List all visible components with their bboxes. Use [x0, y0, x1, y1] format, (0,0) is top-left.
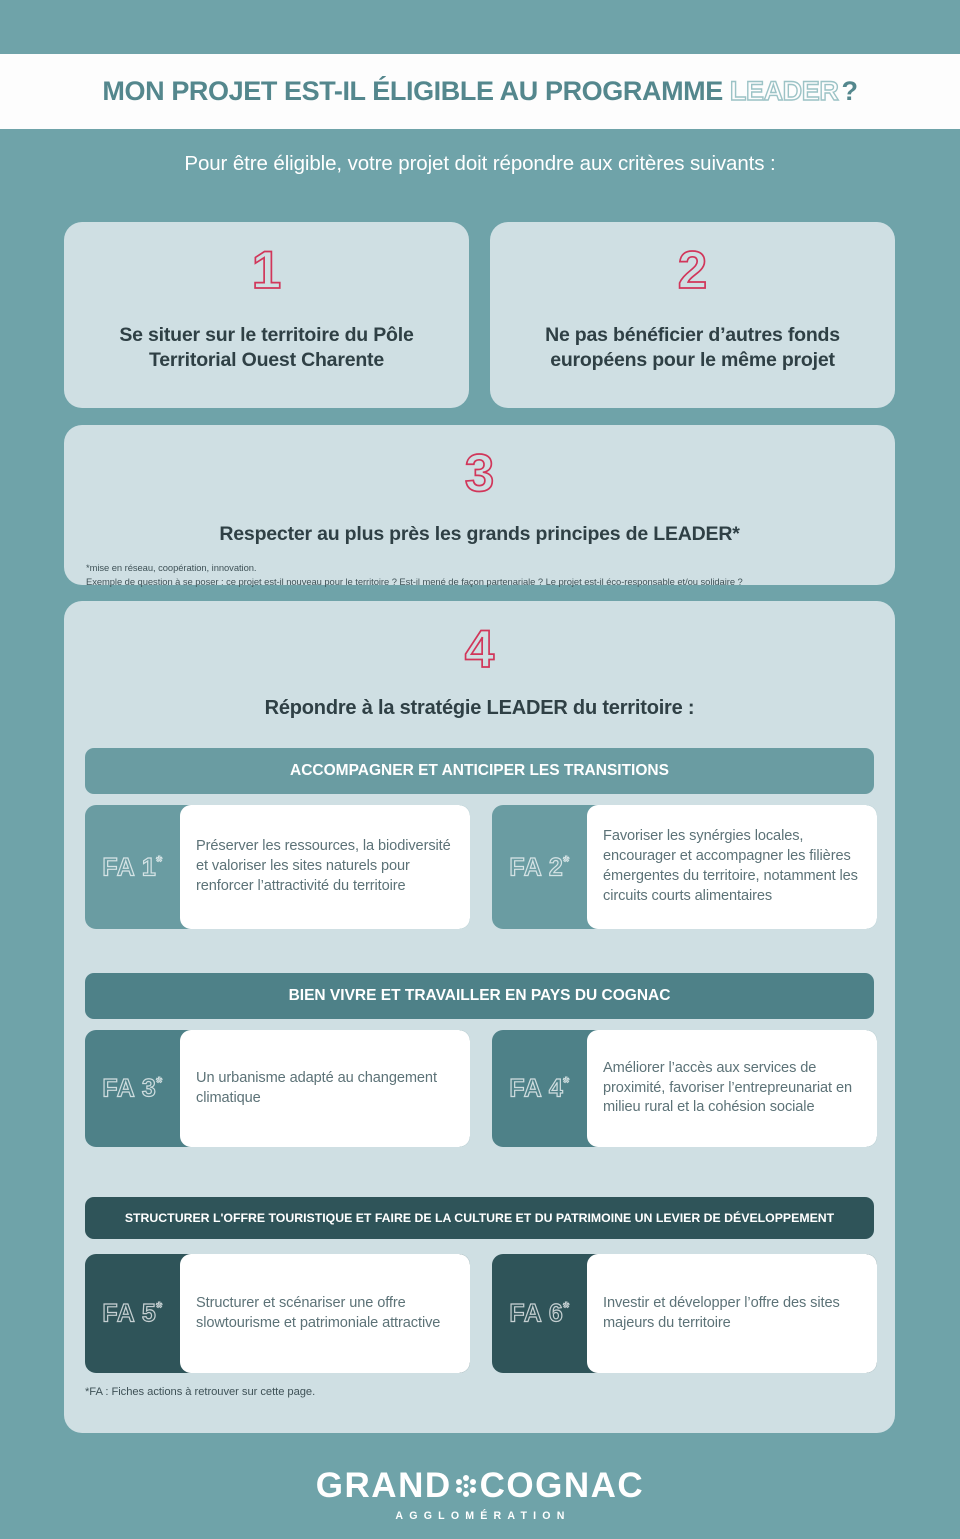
criterion-card-2 [490, 222, 895, 408]
action-sheet-fa3[interactable] [85, 1030, 470, 1147]
action-sheet-fa1-body [180, 805, 470, 929]
action-sheet-fa2-body [587, 805, 877, 929]
strategy-axis-header-2: BIEN VIVRE ET TRAVAILLER EN PAYS DU COGNAC [85, 973, 874, 1019]
criterion-number-4: 4 [464, 620, 495, 679]
action-sheet-fa6[interactable] [492, 1254, 877, 1373]
action-sheet-fa4-label [492, 1030, 587, 1147]
action-sheet-fa3-text: Un urbanisme adapté au changement climatique [196, 1069, 437, 1106]
action-sheets-footnote[interactable]: *FA : Fiches actions à retrouver sur cette page. [85, 1386, 316, 1398]
action-sheet-fa4-body [587, 1030, 877, 1147]
criterion-heading-4: Répondre à la stratégie LEADER du territoire : [264, 697, 695, 719]
criterion-card-1 [64, 222, 469, 408]
action-sheet-fa3-code: FA 3* [102, 1074, 163, 1103]
action-sheet-fa5-text: Structurer et scénariser une offre slowtourisme et patrimoniale attractive [196, 1294, 441, 1331]
criterion-card-3 [64, 425, 895, 588]
logo-word-grand: GRAND [315, 1466, 452, 1505]
action-sheet-fa5-label [85, 1254, 180, 1373]
criterion-3-note-line-1: *mise en réseau, coopération, innovation. [86, 561, 257, 573]
action-sheet-fa2-text: Favoriser les synérgies locales, encourager et accompagner les filières émergentes du territoire, notamment les circuits courts alimentaires [603, 828, 858, 904]
grand-cognac-logo [0, 1468, 960, 1522]
action-sheet-fa5[interactable] [85, 1254, 470, 1373]
criterion-3-note [64, 561, 895, 589]
criterion-number-2: 2 [677, 241, 708, 300]
intro-text: Pour être éligible, votre projet doit répondre aux critères suivants : [184, 152, 776, 175]
action-sheet-fa2-label [492, 805, 587, 929]
criterion-number-3: 3 [464, 444, 495, 503]
action-sheet-fa2[interactable] [492, 805, 877, 929]
action-sheet-fa1-text: Préserver les ressources, la biodiversité et valoriser les sites naturels pour renforcer l’attractivité du territoire [196, 838, 451, 894]
action-sheet-fa5-body [180, 1254, 470, 1373]
criterion-card-4 [64, 601, 895, 1433]
action-sheet-fa2-code: FA 2* [509, 852, 570, 882]
criterion-heading-1: Se situer sur le territoire du Pôle Territorial Ouest Charente [119, 324, 414, 371]
action-sheet-fa4-text: Améliorer l’accès aux services de proximité, favoriser l’entrepreunariat en milieu rural et la cohésion sociale [603, 1059, 852, 1116]
action-sheet-fa1-code: FA 1* [102, 852, 163, 882]
action-sheet-fa1-label [85, 805, 180, 929]
action-sheet-fa1[interactable] [85, 805, 470, 929]
page-title-question-mark: ? [841, 76, 858, 106]
flower-mark-icon [453, 1471, 479, 1501]
action-sheet-fa3-label [85, 1030, 180, 1147]
logo-wordmark [316, 1468, 644, 1503]
page-title [102, 78, 857, 105]
title-band [0, 54, 960, 129]
criterion-heading-3: Respecter au plus près les grands principes de LEADER* [219, 523, 740, 545]
strategy-axis-header-3: STRUCTURER L'OFFRE TOURISTIQUE ET FAIRE DE LA CULTURE ET DU PATRIMOINE UN LEVIER DE DÉVELOPPEMENT [85, 1197, 874, 1239]
page-title-main: MON PROJET EST-IL ÉLIGIBLE AU PROGRAMME [102, 76, 723, 106]
strategy-axis-header-1: ACCOMPAGNER ET ANTICIPER LES TRANSITIONS [85, 748, 874, 794]
action-sheet-fa4-code: FA 4* [509, 1074, 570, 1103]
action-sheet-fa6-code: FA 6* [509, 1299, 570, 1328]
logo-tagline: AGGLOMÉRATION [395, 1510, 571, 1522]
action-sheet-fa6-text: Investir et développer l’offre des sites majeurs du territoire [603, 1294, 840, 1331]
action-sheet-fa3-body [180, 1030, 470, 1147]
action-sheet-fa5-code: FA 5* [102, 1299, 163, 1328]
page-title-leader: LEADER [729, 76, 839, 106]
criterion-3-note-line-2: Exemple de question à se poser : ce projet est-il nouveau pour le territoire ? Est-il mené de façon partenariale ? Le projet est-il éco-responsable et/ou solidaire ? [86, 576, 743, 588]
action-sheet-fa6-label [492, 1254, 587, 1373]
action-sheet-fa4[interactable] [492, 1030, 877, 1147]
logo-word-cognac: COGNAC [479, 1466, 645, 1505]
criterion-heading-2: Ne pas bénéficier d’autres fonds européens pour le même projet [545, 324, 840, 371]
criterion-number-1: 1 [251, 241, 282, 300]
action-sheet-fa6-body [587, 1254, 877, 1373]
